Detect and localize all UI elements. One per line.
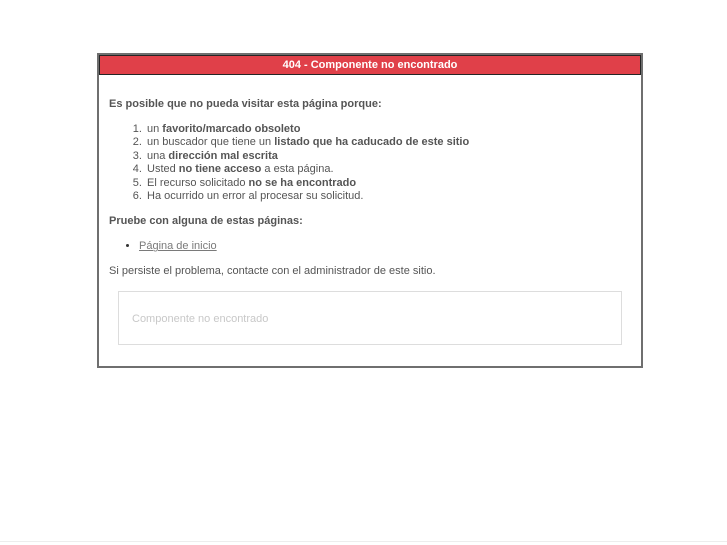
- reasons-list: [109, 123, 631, 203]
- intro-text: Es posible que no pueda visitar esta página porque:: [109, 98, 382, 110]
- reason-item: 3. una dirección mal escrita: [145, 150, 631, 163]
- error-title-bar: 404 - Componente no encontrado: [99, 55, 641, 75]
- reason-item: 1. un favorito/marcado obsoleto: [145, 123, 631, 136]
- error-page-container: [97, 53, 643, 368]
- reason-item: 4. Usted no tiene acceso a esta página.: [145, 163, 631, 176]
- suggestions-heading: Pruebe con alguna de estas páginas:: [109, 215, 303, 228]
- home-page-link[interactable]: Página de inicio: [139, 240, 217, 253]
- reason-item: 6. Ha ocurrido un error al procesar su solicitud.: [145, 190, 631, 203]
- reason-item: 5. El recurso solicitado no se ha encontrado: [145, 177, 631, 190]
- footer-note: Si persiste el problema, contacte con el administrador de este sitio.: [109, 265, 436, 278]
- error-message-box: [118, 291, 622, 345]
- link-item: [139, 240, 631, 253]
- bottom-divider: [0, 541, 727, 542]
- links-list: [109, 240, 631, 253]
- reason-item: 2. un buscador que tiene un listado que ha caducado de este sitio: [145, 136, 631, 149]
- error-message-text: Componente no encontrado: [132, 313, 269, 326]
- error-page-content: [99, 98, 641, 345]
